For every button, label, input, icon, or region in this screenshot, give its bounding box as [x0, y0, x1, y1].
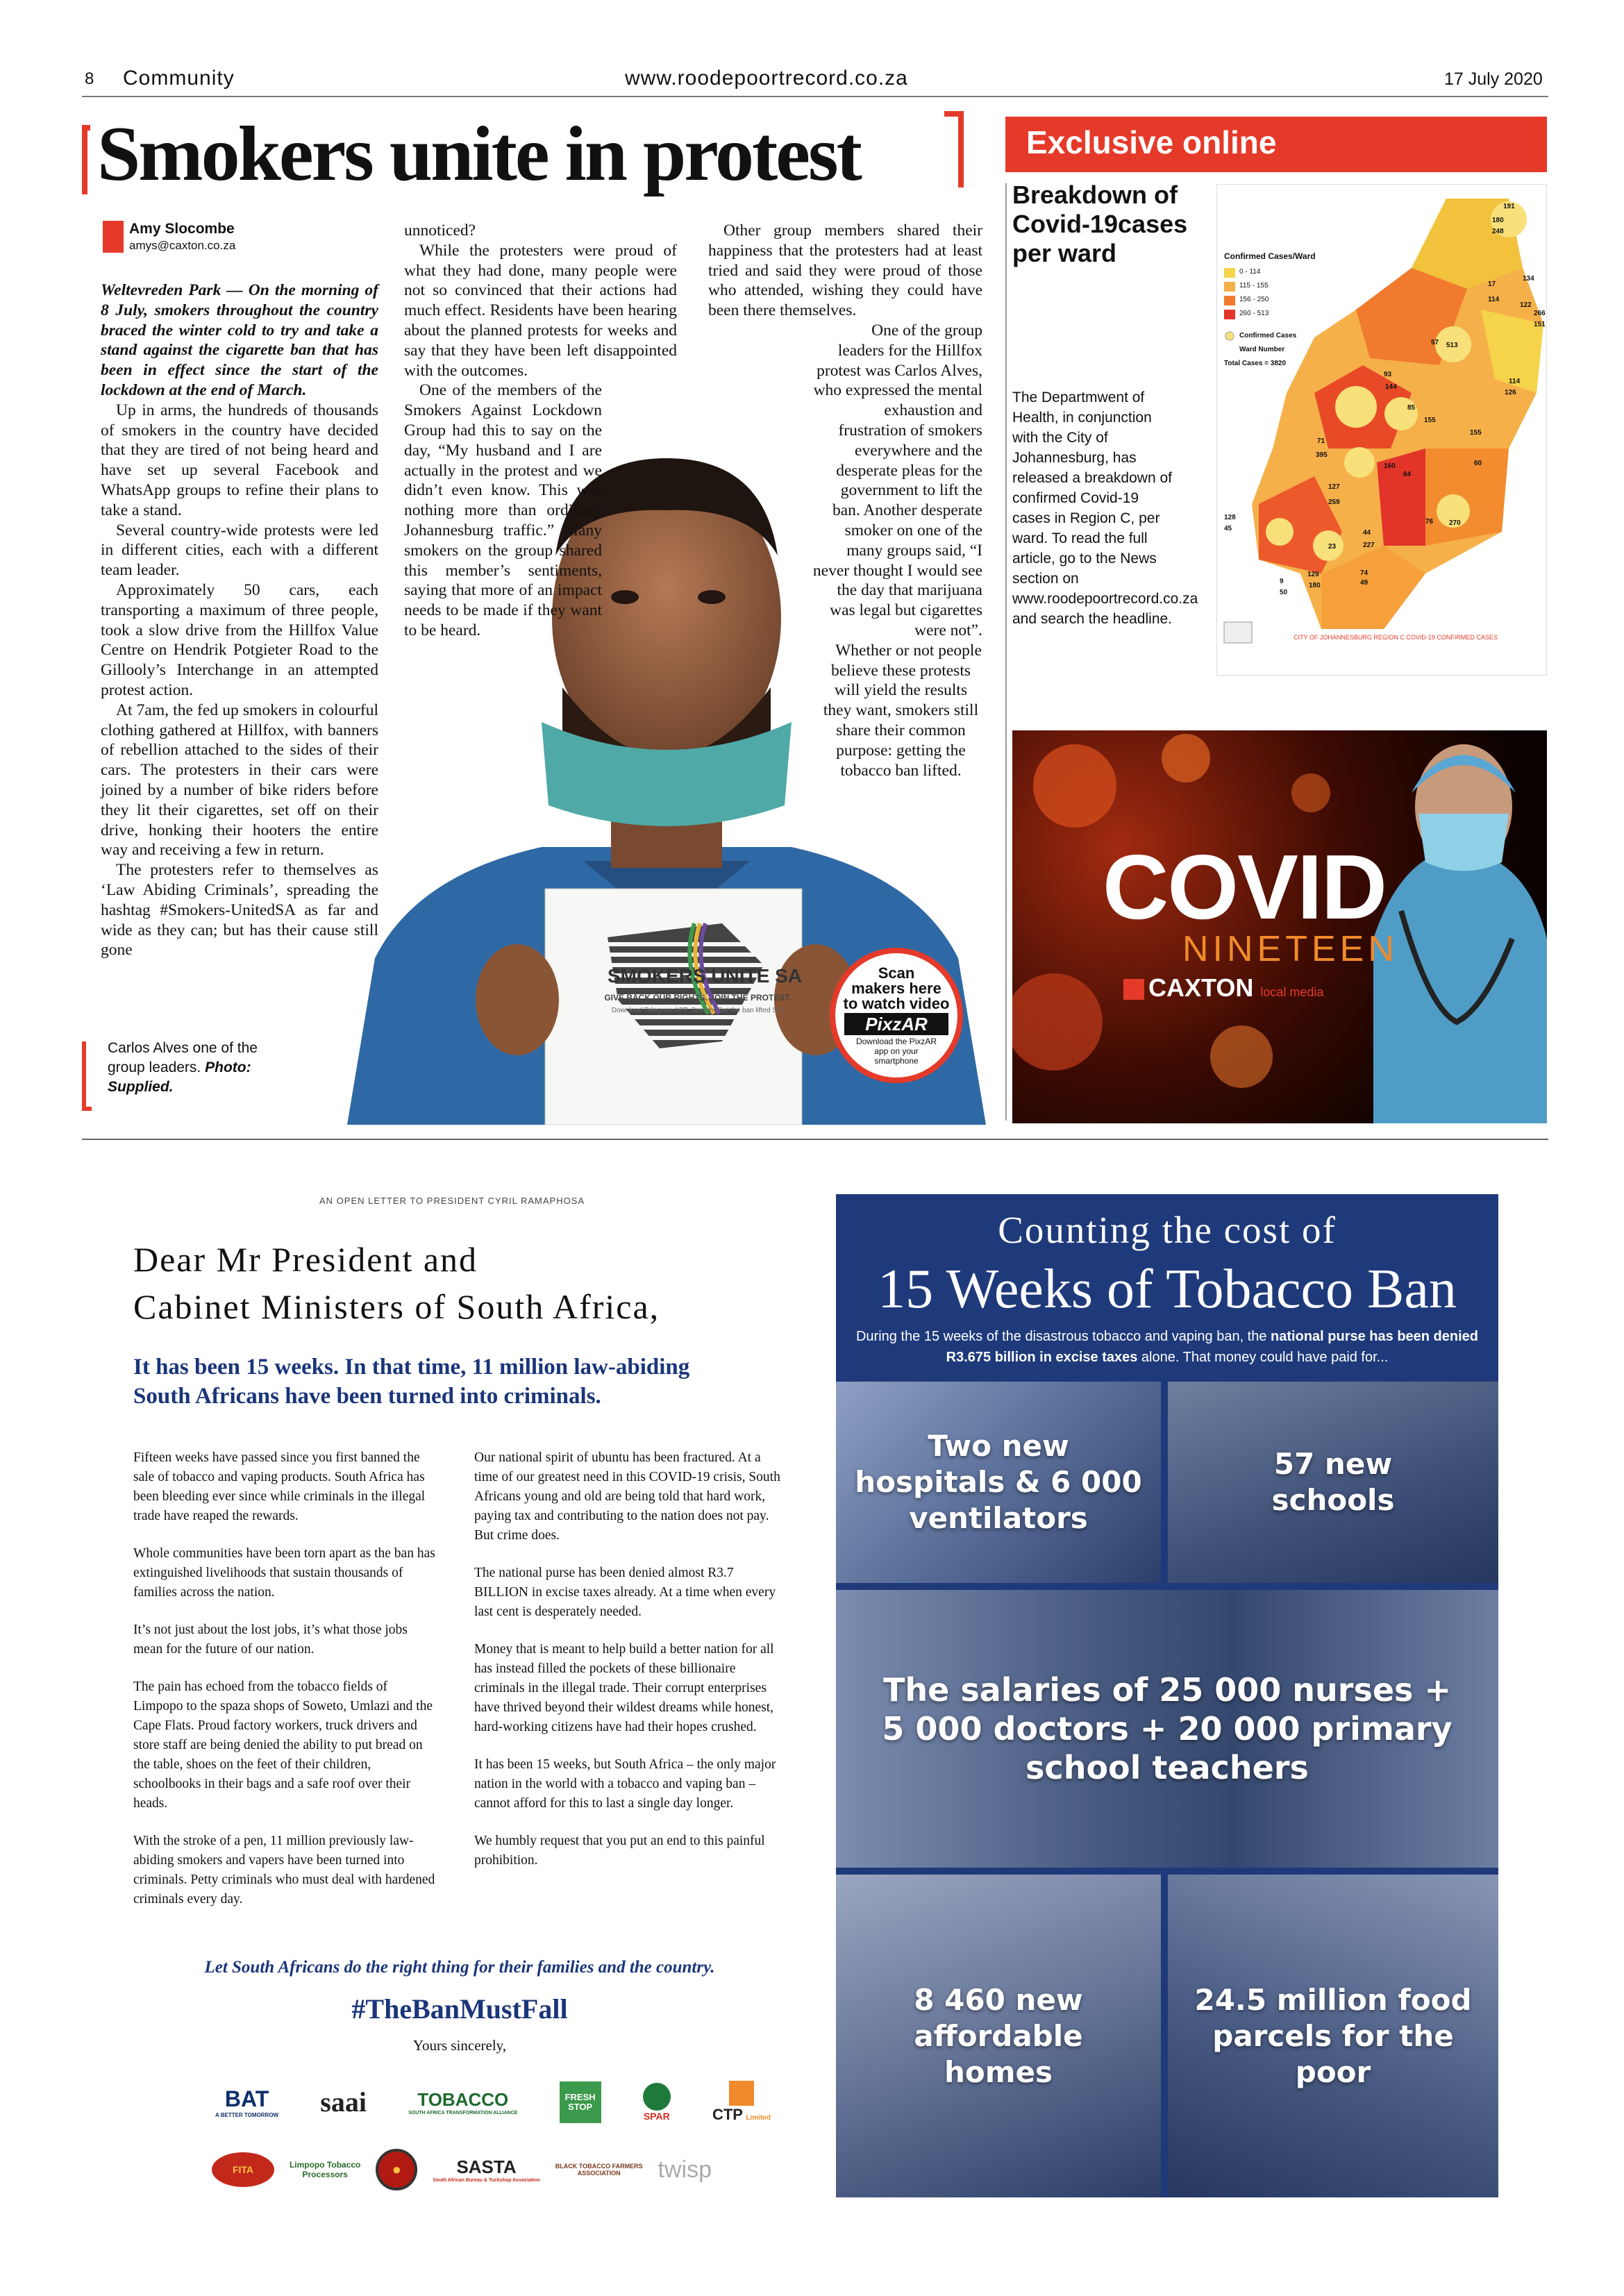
letter-paragraph: Our national spirit of ubuntu has been fractured. At a time of our greatest need in this COVID-19 crisis, South Africans young and old are being told that hard work, paying tax and contributing to the nation does not pay. But crime does. [474, 1450, 780, 1543]
map-key-ward: Ward Number [1239, 346, 1285, 353]
tile-schools-text: 57 new schools [1271, 1447, 1395, 1517]
map-label-1: 191 [1503, 203, 1515, 210]
twisp-logo: twisp [658, 2156, 712, 2183]
article-headline: Smokers unite in protest [97, 111, 860, 197]
article-column-2 [404, 221, 677, 641]
limpopo-tobacco-logo: Limpopo Tobacco Processors [289, 2160, 361, 2179]
sponsor-logos-row-1 [215, 2076, 771, 2128]
map-label-25: 259 [1328, 498, 1340, 506]
paragraph: Other group members shared their happiness that the protesters had at least tried and said they were proud of those who attended, wishing they could have been there themselves. [708, 221, 982, 320]
letter-column-1 [133, 1448, 439, 1927]
letter-paragraph: We humbly request that you put an end to this painful prohibition. [474, 1834, 765, 1868]
map-label-6: 114 [1488, 296, 1500, 303]
photo-caption [108, 1039, 295, 1097]
letter-paragraph: It’s not just about the lost jobs, it’s what those jobs mean for the future of our nation. [133, 1623, 408, 1657]
map-label-22: 64 [1403, 471, 1412, 478]
lead-line-2: South Africans have been turned into criminals. [133, 1384, 601, 1409]
headline-bracket-left [82, 125, 90, 194]
map-label-27: 45 [1224, 525, 1232, 533]
map-label-18: 155 [1470, 429, 1482, 437]
scan-note: Download the PixzAR app on your smartphone [855, 1037, 937, 1066]
letter-paragraph: The pain has echoed from the tobacco fields of Limpopo to the spaza shops of Soweto, Umlazi and the Cape Flats. Proud factory workers, truck drivers and store staff are being denied the ability to put bread on the table, shoes on the feet of their children, schoolbooks in their bags and a safe roof over their heads. [133, 1679, 433, 1811]
map-label-8: 266 [1534, 310, 1546, 317]
header-rule [82, 96, 1548, 97]
issue-date: 17 July 2020 [1444, 69, 1543, 89]
sign-title: SMOKERS UNITE SA [607, 965, 803, 987]
paragraph: One of the members of the Smokers Against Lockdown Group had this to say on the day, “My husband and I are actually in the protest and we didn’t even know. This was nothing more than ordinary Johannesburg traffic.” Many smokers on the group shared this member’s sentiments, saying that more of an impact needs to be made if they want to be heard. [404, 381, 602, 639]
cost-sub-a: During the 15 weeks of the disastrous tobacco and vaping ban, the [855, 1329, 1267, 1344]
tile-homes [836, 1875, 1161, 2197]
fita-logo: FITA [212, 2152, 274, 2187]
caxton-icon [1123, 979, 1144, 1000]
map-label-31: 227 [1363, 542, 1375, 549]
salutation-line-1: Dear Mr President and [133, 1240, 478, 1279]
letter-paragraph: Money that is meant to help build a better nation for all has instead filled the pockets of these billionaire criminals in the illegal trade. Their corrupt enterprises have thrived beyond their wildest dreams while honest, hard-working citizens have had their hopes crushed. [474, 1642, 774, 1734]
map-label-4: 134 [1523, 275, 1534, 283]
salutation-line-2: Cabinet Ministers of South Africa, [133, 1287, 660, 1326]
sign-small: Download Telegram APP. Search "Get the ban lifted SA" [611, 1007, 785, 1014]
caxton-logo [1123, 973, 1323, 1003]
map-label-26: 128 [1224, 514, 1236, 521]
ctp-icon [729, 2081, 754, 2106]
map-label-34: 180 [1309, 582, 1321, 589]
map-label-29: 270 [1449, 519, 1461, 527]
map-label-12: 93 [1384, 371, 1392, 378]
lead-line-1: It has been 15 weeks. In that time, 11 million law-abiding [133, 1355, 690, 1380]
cost-sub-d: alone. That money could have paid for... [1141, 1350, 1389, 1365]
sasta-logo: SASTA South African Bureau & Tuckshop Association [433, 2156, 540, 2183]
tile-schools [1168, 1382, 1498, 1583]
map-label-14: 114 [1509, 378, 1521, 385]
letter-paragraph: Whole communities have been torn apart as the ban has extinguished livelihoods that sustain thousands of families across the nation. [133, 1546, 435, 1600]
tile-hospitals-text: Two new hospitals & 6 000 ventilators [855, 1429, 1142, 1535]
letter-lead [133, 1352, 689, 1411]
letter-paragraph: The national purse has been denied almost R3.7 BILLION in excise taxes already. At a time when every last cent is desperately needed. [474, 1566, 776, 1619]
sidebar-rule [1005, 183, 1007, 1121]
map-label-33: 129 [1307, 571, 1319, 578]
site-url[interactable]: www.roodepoortrecord.co.za [625, 67, 908, 90]
paragraph: Approximately 50 cars, each transporting a maximum of three people, took a slow drive from the Hillfox Value Centre on Hendrik Potgieter Road to the Gillooly’s Interchange in an attempted protest action. [101, 580, 378, 699]
paragraph: Several country-wide protests were led in different cities, each with a different team leader. [101, 521, 378, 580]
letter-closing: Let South Africans do the right thing for their families and the country. [204, 1958, 715, 1977]
cost-ad-title-2: 15 Weeks of Tobacco Ban [878, 1259, 1457, 1320]
map-label-32: 23 [1328, 543, 1337, 551]
map-label-9: 151 [1534, 321, 1546, 328]
paragraph: While the protesters were proud of what they had done, many people were not so convinced that their actions had much effect. Residents have been hearing about the planned protests for weeks and say that they have been left disappointed with the outcomes. [404, 241, 677, 380]
dateline-lead: Weltevreden Park — On the morning of 8 July, smokers throughout the country braced the winter cold to try and take a stand against the cigarette ban that has been in effect since the start of the lockdown at the end of March. [101, 281, 378, 399]
freshstop-logo: FRESH STOP [560, 2081, 601, 2123]
map-label-15: 126 [1505, 389, 1516, 396]
covid-ad[interactable] [1012, 730, 1547, 1123]
map-legend-4: 260 - 513 [1239, 310, 1269, 317]
map-footer: CITY OF JOHANNESBURG REGION C COVID-19 CONFIRMED CASES [1294, 634, 1498, 641]
spar-icon [643, 2083, 671, 2111]
sidebar-title: Breakdown of Covid-19cases per ward [1012, 181, 1188, 267]
caption-credit: Photo: Supplied. [108, 1059, 251, 1095]
map-label-24: 127 [1328, 483, 1340, 491]
map-label-2: 180 [1492, 217, 1504, 224]
tile-salaries [836, 1590, 1498, 1868]
letter-paragraph: It has been 15 weeks, but South Africa – the only major nation in the world with a tobacco and vaping ban – cannot afford for this to last a single day longer. [474, 1757, 776, 1811]
map-legend-1: 0 - 114 [1239, 268, 1261, 276]
spar-logo: SPAR [643, 2083, 671, 2122]
section-divider [82, 1139, 1548, 1140]
pixzar-logo: PixzAR [844, 1013, 948, 1035]
bat-logo: BAT A BETTER TOMORROW [215, 2086, 279, 2118]
headline-bracket-right [944, 111, 964, 187]
map-label-36: 49 [1360, 579, 1368, 587]
map-label-37: 9 [1280, 578, 1284, 585]
caxton-sub: local media [1260, 985, 1324, 999]
map-label-3: 248 [1492, 228, 1504, 235]
letter-hashtag[interactable]: #TheBanMustFall [351, 1993, 568, 2025]
paragraph: Whether or not people believe these protests will yield the results they want, smokers still share their common purpose: getting the tobacco ban lifted. [823, 641, 982, 780]
caption-bracket [82, 1041, 92, 1111]
cost-ad[interactable] [836, 1194, 1498, 2197]
tile-homes-text: 8 460 new affordable homes [914, 1982, 1083, 2089]
ward-map [1216, 184, 1547, 676]
sign-subtitle: GIVE BACK OUR RIGHTS. JOIN THE PROTEST. [604, 993, 792, 1003]
letter-salutation [133, 1236, 660, 1330]
letter-column-2 [474, 1448, 787, 1888]
letter-signoff: Yours sincerely, [412, 2037, 507, 2054]
letter-paragraph: With the stroke of a pen, 11 million previously law-abiding smokers and vapers have been turned into criminals. Petty criminals who must deal with hardened criminals every day. [133, 1834, 435, 1907]
cost-ad-title-1: Counting the cost of [998, 1209, 1337, 1251]
exclusive-online-text: Exclusive online [1026, 124, 1277, 160]
byline-marker [103, 221, 124, 253]
scan-line-1: Scan [878, 964, 915, 982]
map-label-16: 85 [1407, 404, 1416, 412]
map-label-5: 17 [1488, 280, 1496, 288]
map-label-23: 60 [1474, 460, 1482, 467]
paragraph: At 7am, the fed up smokers in colourful clothing gathered at Hillfox, with banners of rebellion attached to the sides of their cars. The protesters in their cars were joined by a number of bike riders before they lit their cigarettes, set off on their drive, honking their hooters the entire way and receiving a few in return. [101, 701, 378, 860]
cost-sub-c: R3.675 billion in excise taxes [946, 1350, 1138, 1365]
sidebar-body: The Departmwent of Health, in conjunction with the City of Johannesburg, has released a breakdown of confirmed Covid-19 cases in Region C, per ward. To read the full article, go to the News section on www.roodepoortrecord.co.za and search the headline. [1012, 389, 1198, 627]
map-label-38: 50 [1280, 589, 1288, 596]
letter-paragraph: Fifteen weeks have passed since you first banned the sale of tobacco and vaping products. South Africa has been bleeding ever since while criminals in the illegal trade have reaped the rewards. [133, 1450, 426, 1523]
map-key-cases: Confirmed Cases [1239, 332, 1297, 340]
section-name: Community [123, 67, 235, 90]
cost-sub-b: national purse has been denied [1271, 1329, 1479, 1344]
map-label-19: 71 [1317, 437, 1325, 445]
paragraph: One of the group leaders for the Hillfox protest was Carlos Alves, who expressed the mental exhaustion and frustration of smokers everywhere and the desperate pleas for the government to lift the ban. Another desperate smoker on one of the many groups said, “I never thought I would see the day that marijuana was legal but cigarettes were not”. [812, 321, 982, 639]
byline-email[interactable]: amys@caxton.co.za [129, 239, 236, 252]
map-label-11: 513 [1446, 342, 1458, 349]
map-label-35: 74 [1360, 569, 1368, 577]
ctp-logo: CTP Limited [712, 2081, 771, 2124]
tile-food-parcels [1168, 1875, 1498, 2197]
caxton-name: CAXTON [1148, 973, 1254, 1002]
paragraph: The protesters refer to themselves as ‘Law Abiding Criminals’, spreading the hashtag #Smokers-UnitedSA as far and wide as they can; but has their cause still gone [101, 861, 378, 960]
map-label-21: 160 [1384, 462, 1396, 470]
black-tobacco-farmers-logo: BLACK TOBACCO FARMERS ASSOCIATION [555, 2163, 643, 2177]
tile-salaries-text: The salaries of 25 000 nurses + 5 000 doctors + 20 000 primary school teachers [882, 1671, 1453, 1786]
exclusive-online-tag [1005, 117, 1547, 172]
map-label-28: 76 [1425, 518, 1434, 526]
map-label-17: 155 [1424, 417, 1436, 424]
cost-ad-subtitle [850, 1326, 1484, 1368]
tobacco-alliance-logo: TOBACCO SOUTH AFRICA TRANSFORMATION ALLIANCE [408, 2088, 518, 2115]
covid-ad-title: COVID [1103, 836, 1387, 938]
saai-logo: saai [320, 2086, 367, 2118]
tobacco-seal-logo: ● [376, 2149, 417, 2190]
map-legend-2: 115 - 155 [1239, 282, 1269, 290]
paragraph: Up in arms, the hundreds of thousands of smokers in the country have decided that they are tired of not being heard and have set up several Facebook and WhatsApp groups to refine their plans to take a stand. [101, 401, 378, 519]
tile-food-parcels-text: 24.5 million food parcels for the poor [1194, 1982, 1472, 2089]
map-label-10: 57 [1431, 339, 1439, 346]
map-legend-title: Confirmed Cases/Ward [1224, 251, 1316, 261]
sponsor-logos-row-2 [212, 2142, 712, 2197]
scan-badge[interactable] [830, 948, 963, 1083]
letter-kicker: AN OPEN LETTER TO PRESIDENT CYRIL RAMAPHOSA [319, 1196, 585, 1206]
map-label-30: 44 [1363, 529, 1371, 537]
tile-hospitals [836, 1382, 1161, 1583]
map-total: Total Cases = 3820 [1224, 360, 1287, 367]
article-column-3 [708, 221, 982, 780]
caption-text: Carlos Alves one of the group leaders. [108, 1040, 258, 1075]
covid-ad-subtitle: NINETEEN [1182, 929, 1398, 969]
map-label-13: 144 [1385, 383, 1397, 391]
map-label-7: 122 [1520, 301, 1532, 309]
scan-line-2: makers here [851, 980, 941, 997]
page-number: 8 [85, 69, 94, 88]
byline-author: Amy Slocombe [129, 221, 235, 237]
paragraph: unnoticed? [404, 221, 476, 240]
map-label-20: 395 [1316, 451, 1328, 459]
map-legend-3: 156 - 250 [1239, 296, 1269, 303]
scan-line-3: to watch video [843, 995, 950, 1012]
